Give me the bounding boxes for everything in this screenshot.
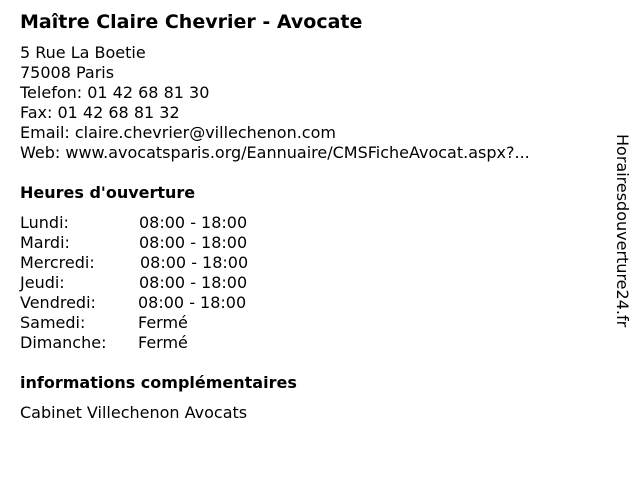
- website-link: Web: www.avocatsparis.org/Eannuaire/CMSFicheAvocat.aspx?...: [20, 143, 530, 162]
- hours-value: 08:00 - 18:00: [138, 293, 247, 312]
- day-label: Jeudi:: [20, 273, 65, 292]
- hours-value: 08:00 - 18:00: [139, 273, 248, 292]
- hours-value: 08:00 - 18:00: [139, 233, 248, 252]
- site-watermark: Horairesdouverture24.fr: [613, 134, 632, 328]
- phone-number: Telefon: 01 42 68 81 30: [20, 83, 210, 102]
- fax-number: Fax: 01 42 68 81 32: [20, 103, 180, 122]
- email-address: Email: claire.chevrier@villechenon.com: [20, 123, 336, 142]
- address-city: 75008 Paris: [20, 63, 115, 82]
- hours-value: Fermé: [138, 333, 188, 352]
- additional-info-heading: informations complémentaires: [20, 373, 297, 392]
- day-label: Dimanche:: [20, 333, 107, 352]
- hours-value: 08:00 - 18:00: [139, 213, 248, 232]
- page-title: Maître Claire Chevrier - Avocate: [20, 11, 363, 33]
- hours-value: Fermé: [138, 313, 188, 332]
- hours-value: 08:00 - 18:00: [140, 253, 249, 272]
- day-label: Mardi:: [20, 233, 70, 252]
- opening-hours-heading: Heures d'ouverture: [20, 183, 196, 202]
- contact-block: [20, 43, 530, 163]
- day-label: Vendredi:: [20, 293, 96, 312]
- day-label: Samedi:: [20, 313, 86, 332]
- day-label: Lundi:: [20, 213, 69, 232]
- day-label: Mercredi:: [20, 253, 95, 272]
- address-street: 5 Rue La Boetie: [20, 43, 146, 62]
- additional-info-text: Cabinet Villechenon Avocats: [20, 403, 248, 422]
